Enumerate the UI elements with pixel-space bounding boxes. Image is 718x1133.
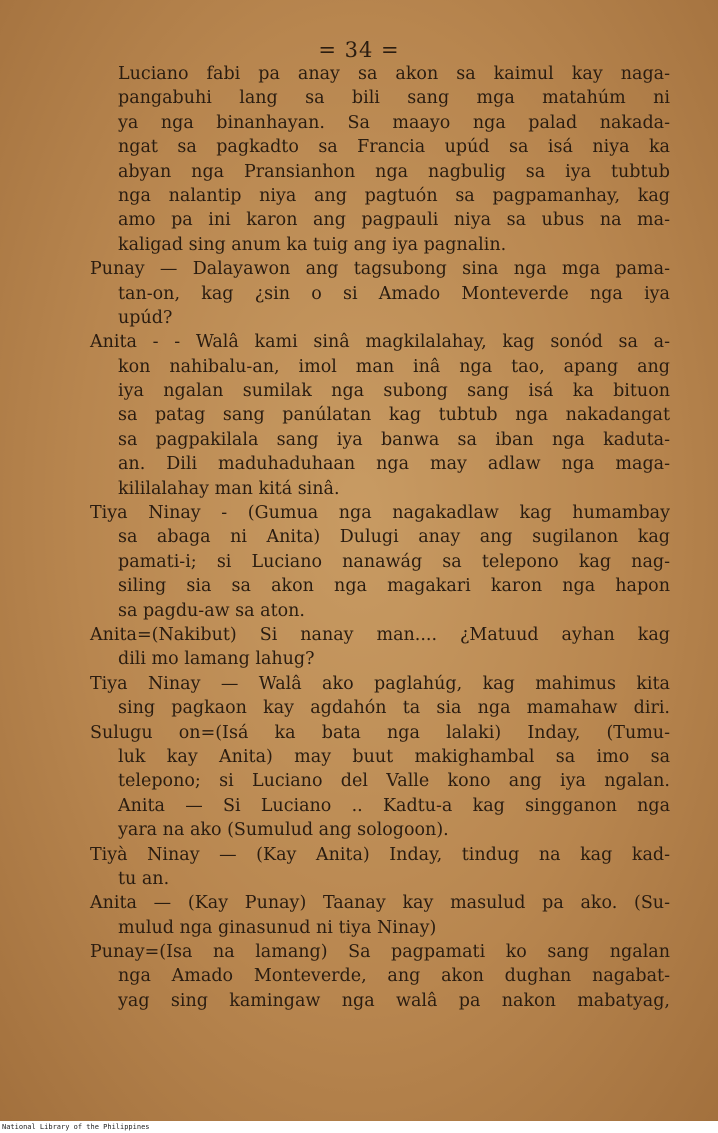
text-line: upúd? (118, 307, 173, 328)
text-line: sa pagpakilala sang iya banwa sa iban nga kaduta- (118, 429, 670, 450)
text-line: iya ngalan sumilak nga subong sang isá ka bituon (118, 381, 670, 402)
text-line: nga Amado Monteverde, ang akon dughan nagabat- (118, 966, 670, 987)
text-line: telepono; si Luciano del Valle kono ang iya ngalan. (118, 771, 670, 792)
text-line: Anita=(Nakibut) Si nanay man.... ¿Matuud ayhan kag (90, 624, 670, 645)
text-line: kaligad sing anum ka tuig ang iya pagnalin. (118, 234, 507, 255)
text-line: Punay — Dalayawon ang tagsubong sina nga mga pama- (90, 259, 670, 280)
text-line: an. Dili maduhaduhaan nga may adlaw nga maga- (118, 454, 670, 475)
text-line: tu an. (118, 868, 170, 889)
text-line: sa abaga ni Anita) Dulugi anay ang sugilanon kag (118, 527, 670, 548)
text-line: abyan nga Pransianhon nga nagbulig sa iya tubtub (118, 161, 670, 182)
text-line: yag sing kamingaw nga walâ pa nakon mabatyag, (118, 990, 670, 1011)
text-line: nga nalantip niya ang pagtuón sa pagpamanhay, kag (118, 185, 670, 206)
text-line: mulud nga ginasunud ni tiya Ninay) (118, 917, 437, 938)
text-line: Anita — Si Luciano .. Kadtu-a kag singganon nga (118, 795, 670, 816)
text-line: Tiyà Ninay — (Kay Anita) Inday, tindug na kag kad- (90, 844, 670, 865)
text-line: pangabuhi lang sa bili sang mga matahúm ni (118, 88, 670, 109)
library-credit: National Library of the Philippines (0, 1121, 718, 1133)
text-line: ngat sa pagkadto sa Francia upúd sa isá niya ka (118, 137, 670, 158)
text-line: yara na ako (Sumulud ang sologoon). (118, 820, 449, 841)
text-line: Punay=(Isa na lamang) Sa pagpamati ko sang ngalan (90, 942, 670, 963)
text-line: amo pa ini karon ang pagpauli niya sa ubus na ma- (118, 210, 670, 231)
text-line: ya nga binanhayan. Sa maayo nga palad nakada- (118, 112, 670, 133)
text-line: Anita - - Walâ kami sinâ magkilalahay, kag sonód sa a- (90, 332, 670, 353)
text-line: pamati-i; si Luciano nanawág sa telepono kag nag- (118, 551, 670, 572)
text-line: sa patag sang panúlatan kag tubtub nga nakadangat (118, 405, 670, 426)
text-line: dili mo lamang lahug? (118, 649, 315, 670)
text-line: Anita — (Kay Punay) Taanay kay masulud pa ako. (Su- (90, 893, 670, 914)
play-script-text (90, 62, 670, 1013)
text-line: kililalahay man kitá sinâ. (118, 478, 340, 499)
page-number: = 34 = (318, 38, 400, 62)
text-line: Luciano fabi pa anay sa akon sa kaimul kay naga- (118, 64, 670, 84)
text-line: kon nahibalu-an, imol man inâ nga tao, apang ang (118, 356, 670, 377)
text-line: Tiya Ninay - (Gumua nga nagakadlaw kag humambay (90, 503, 670, 524)
text-line: tan-on, kag ¿sin o si Amado Monteverde nga iya (118, 283, 670, 304)
text-line: Sulugu on=(Isá ka bata nga lalaki) Inday, (Tumu- (90, 722, 670, 743)
text-line: luk kay Anita) may buut makighambal sa imo sa (118, 746, 670, 767)
text-line: sing pagkaon kay agdahón ta sia nga mamahaw diri. (118, 698, 670, 719)
text-line: Tiya Ninay — Walâ ako paglahúg, kag mahimus kita (90, 673, 670, 694)
text-line: sa pagdu-aw sa aton. (118, 600, 305, 621)
text-line: siling sia sa akon nga magakari karon nga hapon (118, 576, 670, 597)
